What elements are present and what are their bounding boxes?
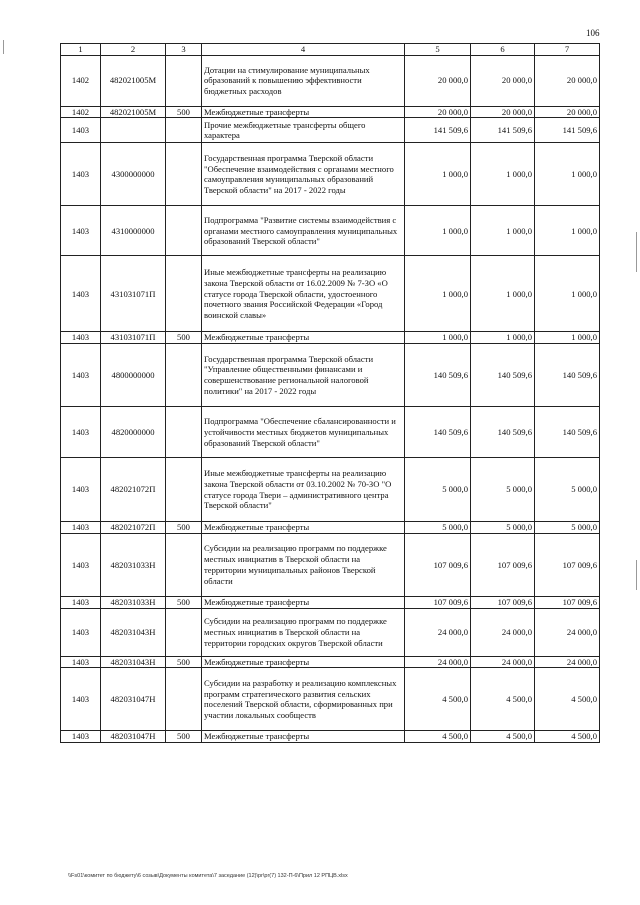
item-name-cell: Межбюджетные трансферты — [202, 656, 405, 668]
amount-cell: 24 000,0 — [471, 656, 535, 668]
table-row — [61, 656, 600, 668]
amount-cell: 20 000,0 — [405, 55, 471, 106]
item-name-cell: Государственная программа Тверской области "Управление общественными финансами и совершенствование региональной налоговой политики" на 2017 - 2022 годы — [202, 344, 405, 407]
table-row — [61, 55, 600, 106]
amount-cell: 4 500,0 — [535, 731, 600, 743]
amount-cell: 24 000,0 — [405, 656, 471, 668]
target-code-cell: 482031043Н — [101, 608, 166, 656]
expense-type-cell: 500 — [166, 731, 202, 743]
item-name-cell: Подпрограмма "Обеспечение сбалансированности и устойчивости местных бюджетов муниципальных образований Тверской области" — [202, 407, 405, 458]
section-code-cell: 1403 — [61, 458, 101, 522]
amount-cell: 4 500,0 — [405, 731, 471, 743]
item-name-cell: Государственная программа Тверской области "Обеспечение взаимодействия с органами местного самоуправления муниципальных образований Тверской области" на 2017 - 2022 годы — [202, 143, 405, 206]
amount-cell: 1 000,0 — [471, 332, 535, 344]
target-code-cell: 482031033Н — [101, 533, 166, 596]
amount-cell: 140 509,6 — [471, 407, 535, 458]
amount-cell: 141 509,6 — [471, 118, 535, 143]
amount-cell: 4 500,0 — [471, 668, 535, 731]
expense-type-cell: 500 — [166, 596, 202, 608]
table-row — [61, 608, 600, 656]
section-code-cell: 1402 — [61, 106, 101, 118]
amount-cell: 107 009,6 — [535, 533, 600, 596]
item-name-cell: Субсидии на реализацию программ по поддержке местных инициатив в Тверской области на территории муниципальных районов Тверской области — [202, 533, 405, 596]
amount-cell: 107 009,6 — [535, 596, 600, 608]
scan-mark — [3, 40, 4, 54]
amount-cell: 140 509,6 — [405, 344, 471, 407]
section-code-cell: 1403 — [61, 533, 101, 596]
amount-cell: 1 000,0 — [405, 206, 471, 256]
target-code-cell: 4820000000 — [101, 407, 166, 458]
expense-type-cell — [166, 143, 202, 206]
target-code-cell: 482021005М — [101, 106, 166, 118]
target-code-cell: 482021005М — [101, 55, 166, 106]
table-header-row — [61, 44, 600, 56]
target-code-cell: 4300000000 — [101, 143, 166, 206]
amount-cell: 107 009,6 — [471, 533, 535, 596]
expense-type-cell: 500 — [166, 106, 202, 118]
amount-cell: 20 000,0 — [471, 106, 535, 118]
table-row — [61, 332, 600, 344]
table-row — [61, 458, 600, 522]
expense-type-cell — [166, 668, 202, 731]
expense-type-cell — [166, 608, 202, 656]
header-cell: 3 — [166, 44, 202, 56]
scan-mark — [636, 232, 637, 272]
section-code-cell: 1403 — [61, 332, 101, 344]
target-code-cell: 482031047Н — [101, 731, 166, 743]
amount-cell: 20 000,0 — [535, 106, 600, 118]
target-code-cell: 4800000000 — [101, 344, 166, 407]
amount-cell: 5 000,0 — [405, 522, 471, 534]
table-row — [61, 596, 600, 608]
expense-type-cell — [166, 256, 202, 332]
table-row — [61, 407, 600, 458]
amount-cell: 141 509,6 — [405, 118, 471, 143]
amount-cell: 20 000,0 — [535, 55, 600, 106]
table-row — [61, 106, 600, 118]
amount-cell: 140 509,6 — [405, 407, 471, 458]
header-cell: 4 — [202, 44, 405, 56]
amount-cell: 5 000,0 — [405, 458, 471, 522]
section-code-cell: 1403 — [61, 656, 101, 668]
amount-cell: 1 000,0 — [535, 256, 600, 332]
table-row — [61, 668, 600, 731]
section-code-cell: 1402 — [61, 55, 101, 106]
target-code-cell: 4310000000 — [101, 206, 166, 256]
amount-cell: 140 509,6 — [535, 344, 600, 407]
table-row — [61, 344, 600, 407]
expense-type-cell — [166, 118, 202, 143]
amount-cell: 107 009,6 — [405, 596, 471, 608]
target-code-cell: 482031047Н — [101, 668, 166, 731]
item-name-cell: Субсидии на разработку и реализацию комплексных программ стратегического развития сельских поселений Тверской области, сформированных при участии локальных сообществ — [202, 668, 405, 731]
item-name-cell: Межбюджетные трансферты — [202, 332, 405, 344]
amount-cell: 1 000,0 — [471, 206, 535, 256]
section-code-cell: 1403 — [61, 596, 101, 608]
section-code-cell: 1403 — [61, 668, 101, 731]
expense-type-cell: 500 — [166, 522, 202, 534]
amount-cell: 141 509,6 — [535, 118, 600, 143]
target-code-cell: 482021072П — [101, 522, 166, 534]
header-cell: 6 — [471, 44, 535, 56]
scan-mark — [636, 560, 637, 590]
expense-type-cell — [166, 206, 202, 256]
item-name-cell: Подпрограмма "Развитие системы взаимодействия с органами местного самоуправления муниципальных образований Тверской области" — [202, 206, 405, 256]
budget-table — [60, 43, 600, 743]
amount-cell: 1 000,0 — [535, 206, 600, 256]
amount-cell: 24 000,0 — [471, 608, 535, 656]
amount-cell: 1 000,0 — [535, 332, 600, 344]
table-row — [61, 256, 600, 332]
amount-cell: 1 000,0 — [535, 143, 600, 206]
amount-cell: 1 000,0 — [471, 256, 535, 332]
expense-type-cell — [166, 533, 202, 596]
amount-cell: 1 000,0 — [405, 332, 471, 344]
target-code-cell: 431031071П — [101, 332, 166, 344]
amount-cell: 4 500,0 — [535, 668, 600, 731]
expense-type-cell: 500 — [166, 332, 202, 344]
amount-cell: 24 000,0 — [405, 608, 471, 656]
section-code-cell: 1403 — [61, 407, 101, 458]
amount-cell: 107 009,6 — [405, 533, 471, 596]
table-row — [61, 522, 600, 534]
item-name-cell: Дотации на стимулирование муниципальных образований к повышению эффективности бюджетных расходов — [202, 55, 405, 106]
expense-type-cell: 500 — [166, 656, 202, 668]
amount-cell: 20 000,0 — [471, 55, 535, 106]
file-path-footer: \\Fs01\комитет по бюджету\6 созыв\Документы комитета\7 заседание (12)\pr\pr(7) 132-П-6\Прил 12 РПЦВ.xlsx — [68, 873, 348, 879]
item-name-cell: Субсидии на реализацию программ по поддержке местных инициатив в Тверской области на территории городских округов Тверской области — [202, 608, 405, 656]
item-name-cell: Межбюджетные трансферты — [202, 106, 405, 118]
table-row — [61, 118, 600, 143]
item-name-cell: Прочие межбюджетные трансферты общего характера — [202, 118, 405, 143]
section-code-cell: 1403 — [61, 608, 101, 656]
target-code-cell: 482031033Н — [101, 596, 166, 608]
page-number: 106 — [586, 28, 600, 38]
amount-cell: 4 500,0 — [471, 731, 535, 743]
amount-cell: 1 000,0 — [405, 256, 471, 332]
target-code-cell: 482021072П — [101, 458, 166, 522]
table-row — [61, 143, 600, 206]
expense-type-cell — [166, 344, 202, 407]
expense-type-cell — [166, 458, 202, 522]
expense-type-cell — [166, 55, 202, 106]
amount-cell: 5 000,0 — [535, 458, 600, 522]
header-cell: 2 — [101, 44, 166, 56]
amount-cell: 5 000,0 — [535, 522, 600, 534]
section-code-cell: 1403 — [61, 731, 101, 743]
amount-cell: 140 509,6 — [535, 407, 600, 458]
section-code-cell: 1403 — [61, 206, 101, 256]
header-cell: 5 — [405, 44, 471, 56]
section-code-cell: 1403 — [61, 522, 101, 534]
amount-cell: 1 000,0 — [405, 143, 471, 206]
item-name-cell: Иные межбюджетные трансферты на реализацию закона Тверской области от 03.10.2002 № 70-ЗО "О статусе города Твери – административного центра Тверской области" — [202, 458, 405, 522]
target-code-cell — [101, 118, 166, 143]
amount-cell: 24 000,0 — [535, 656, 600, 668]
item-name-cell: Межбюджетные трансферты — [202, 596, 405, 608]
table-row — [61, 206, 600, 256]
section-code-cell: 1403 — [61, 256, 101, 332]
amount-cell: 4 500,0 — [405, 668, 471, 731]
section-code-cell: 1403 — [61, 118, 101, 143]
amount-cell: 107 009,6 — [471, 596, 535, 608]
header-cell: 1 — [61, 44, 101, 56]
item-name-cell: Иные межбюджетные трансферты на реализацию закона Тверской области от 16.02.2009 № 7-ЗО «О статусе города Тверской области, удостоенного почетного звания Российской Федерации «Город воинской славы» — [202, 256, 405, 332]
section-code-cell: 1403 — [61, 344, 101, 407]
item-name-cell: Межбюджетные трансферты — [202, 522, 405, 534]
amount-cell: 5 000,0 — [471, 522, 535, 534]
amount-cell: 5 000,0 — [471, 458, 535, 522]
item-name-cell: Межбюджетные трансферты — [202, 731, 405, 743]
header-cell: 7 — [535, 44, 600, 56]
amount-cell: 20 000,0 — [405, 106, 471, 118]
table-row — [61, 731, 600, 743]
amount-cell: 140 509,6 — [471, 344, 535, 407]
amount-cell: 24 000,0 — [535, 608, 600, 656]
section-code-cell: 1403 — [61, 143, 101, 206]
target-code-cell: 431031071П — [101, 256, 166, 332]
table-row — [61, 533, 600, 596]
expense-type-cell — [166, 407, 202, 458]
target-code-cell: 482031043Н — [101, 656, 166, 668]
amount-cell: 1 000,0 — [471, 143, 535, 206]
